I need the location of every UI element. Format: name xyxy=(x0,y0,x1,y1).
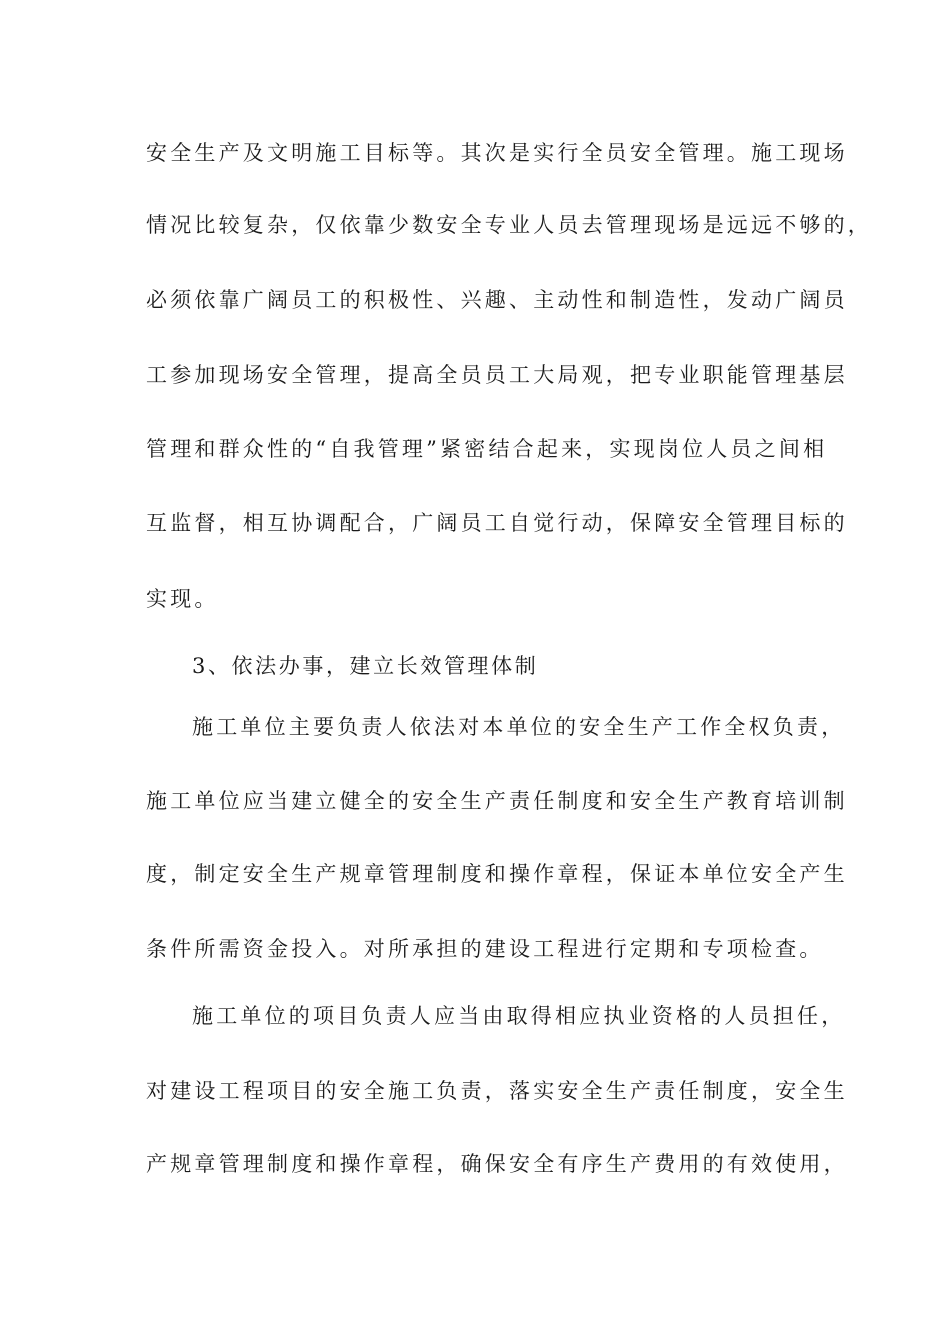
paragraph-line: 条件所需资金投入。对所承担的建设工程进行定期和专项检查。 xyxy=(146,937,824,961)
paragraph-line: 产规章管理制度和操作章程，确保安全有序生产费用的有效使用， xyxy=(146,1152,848,1176)
paragraph-line: 管理和群众性的“自我管理”紧密结合起来，实现岗位人员之间相 xyxy=(146,437,828,461)
paragraph-line: 必须依靠广阔员工的积极性、兴趣、主动性和制造性，发动广阔员 xyxy=(146,288,848,312)
paragraph-line: 工参加现场安全管理，提高全员员工大局观，把专业职能管理基层 xyxy=(146,363,848,387)
paragraph-line: 安全生产及文明施工目标等。其次是实行全员安全管理。施工现场 xyxy=(146,141,848,165)
paragraph-line: 施工单位应当建立健全的安全生产责任制度和安全生产教育培训制 xyxy=(146,789,848,813)
section-heading: 3、依法办事，建立长效管理体制 xyxy=(192,654,539,678)
paragraph-line: 情况比较复杂，仅依靠少数安全专业人员去管理现场是远远不够的， xyxy=(146,213,872,237)
paragraph-line: 度，制定安全生产规章管理制度和操作章程，保证本单位安全产生 xyxy=(146,862,848,886)
paragraph-line: 施工单位的项目负责人应当由取得相应执业资格的人员担任， xyxy=(192,1004,846,1028)
paragraph-line: 互监督，相互协调配合，广阔员工自觉行动，保障安全管理目标的 xyxy=(146,511,848,535)
paragraph-line: 实现。 xyxy=(146,587,219,611)
paragraph-line: 对建设工程项目的安全施工负责，落实安全生产责任制度，安全生 xyxy=(146,1079,848,1103)
paragraph-line: 施工单位主要负责人依法对本单位的安全生产工作全权负责， xyxy=(192,715,846,739)
